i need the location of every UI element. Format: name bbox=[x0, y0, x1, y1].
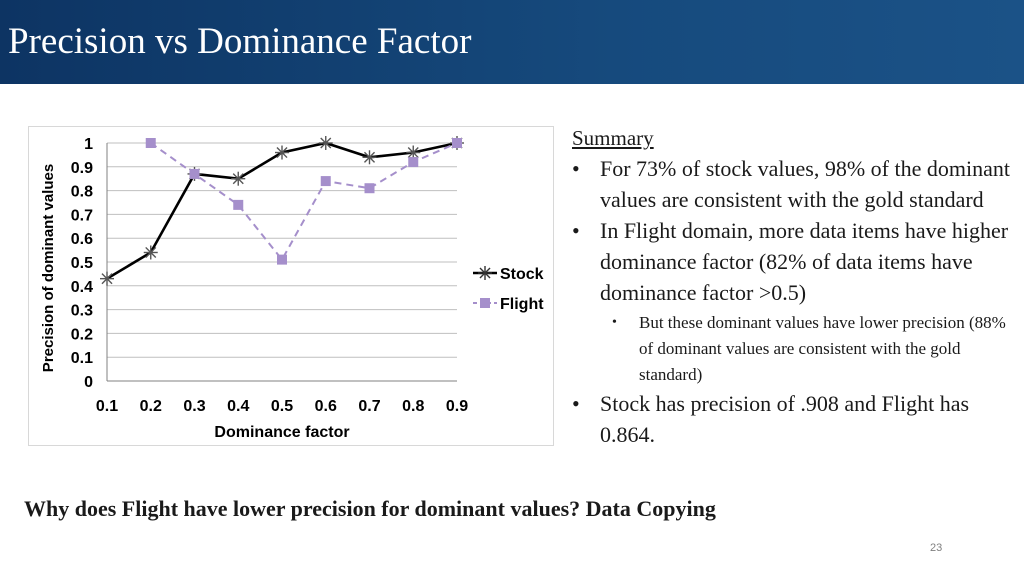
y-tick-label: 0.7 bbox=[70, 207, 93, 225]
summary-sub-bullet-text: But these dominant values have lower precision (88% of dominant values are consistent with the gold standard) bbox=[639, 313, 1006, 384]
data-point bbox=[408, 157, 418, 167]
question-text: Why does Flight have lower precision for dominant values? Data Copying bbox=[24, 496, 716, 521]
data-point bbox=[363, 150, 377, 164]
y-tick-label: 0.5 bbox=[70, 255, 93, 272]
data-point bbox=[365, 183, 375, 193]
chart-container bbox=[28, 126, 554, 446]
slide-title: Precision vs Dominance Factor bbox=[8, 21, 472, 62]
data-point bbox=[478, 266, 492, 280]
legend-label: Flight bbox=[500, 296, 544, 313]
summary-bullet-text: For 73% of stock values, 98% of the dominant values are consistent with the gold standard bbox=[600, 156, 1010, 212]
y-tick-label: 0.4 bbox=[70, 278, 93, 296]
x-tick-label: 0.5 bbox=[270, 398, 294, 415]
data-point bbox=[452, 138, 462, 148]
summary-bullet bbox=[570, 153, 1010, 215]
data-point bbox=[231, 172, 245, 186]
x-tick-label: 0.8 bbox=[402, 398, 425, 415]
data-point bbox=[275, 146, 289, 160]
data-point bbox=[233, 200, 243, 210]
x-tick-label: 0.1 bbox=[95, 398, 119, 415]
x-tick-label: 0.7 bbox=[358, 398, 381, 415]
y-tick-label: 0.2 bbox=[70, 326, 93, 344]
data-point bbox=[100, 272, 114, 286]
y-tick-label: 1 bbox=[84, 136, 93, 153]
title-bar bbox=[0, 0, 1024, 84]
summary-panel bbox=[570, 126, 1010, 450]
summary-bullet bbox=[570, 388, 1010, 450]
x-tick-label: 0.2 bbox=[139, 398, 162, 415]
y-tick-label: 0.8 bbox=[70, 183, 93, 201]
data-point bbox=[146, 138, 156, 148]
y-tick-label: 0.6 bbox=[70, 231, 93, 249]
x-tick-label: 0.6 bbox=[314, 398, 337, 415]
bullet-marker: • bbox=[612, 315, 617, 330]
x-tick-label: 0.4 bbox=[227, 398, 250, 415]
x-tick-label: 0.9 bbox=[445, 398, 469, 415]
x-axis-title: Dominance factor bbox=[214, 424, 350, 441]
y-axis-title: Precision of dominant values bbox=[40, 163, 57, 373]
data-point bbox=[321, 176, 331, 186]
data-point bbox=[480, 298, 490, 308]
data-point bbox=[319, 136, 333, 150]
summary-bullet-text: In Flight domain, more data items have higher dominance factor (82% of data items have dominance factor >0.5) bbox=[600, 218, 1009, 305]
page-number: 23 bbox=[930, 542, 943, 554]
data-point bbox=[277, 255, 287, 265]
summary-sub-bullet bbox=[570, 310, 1010, 388]
data-point bbox=[144, 245, 158, 259]
summary-bullet bbox=[570, 215, 1010, 308]
y-tick-label: 0.1 bbox=[70, 350, 93, 368]
x-tick-label: 0.3 bbox=[183, 398, 206, 415]
legend-label: Stock bbox=[500, 266, 544, 283]
line-chart bbox=[29, 127, 553, 445]
data-point bbox=[190, 169, 200, 179]
summary-heading: Summary bbox=[572, 126, 654, 150]
bullet-marker: • bbox=[572, 218, 580, 243]
y-tick-label: 0.9 bbox=[70, 159, 93, 177]
bullet-marker: • bbox=[572, 391, 580, 416]
y-tick-label: 0.3 bbox=[70, 302, 93, 320]
y-tick-label: 0 bbox=[84, 374, 93, 391]
summary-bullet-text: Stock has precision of .908 and Flight has 0.864. bbox=[600, 391, 970, 447]
bullet-marker: • bbox=[572, 156, 580, 181]
